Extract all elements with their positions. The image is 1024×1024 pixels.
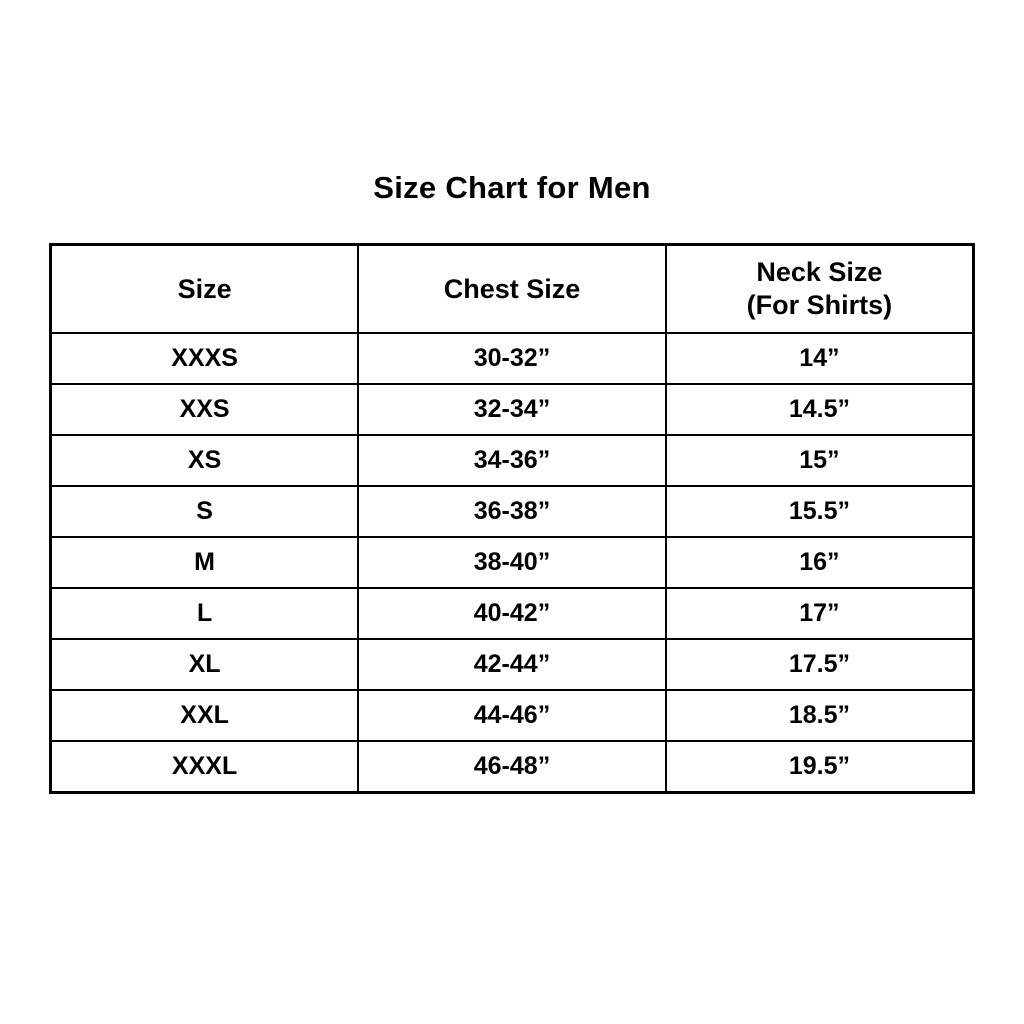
cell-chest: 38-40” — [358, 537, 666, 588]
table-row — [51, 588, 974, 639]
size-chart-table — [49, 243, 975, 794]
cell-chest: 32-34” — [358, 384, 666, 435]
table-row — [51, 690, 974, 741]
cell-neck: 14” — [666, 333, 974, 384]
cell-chest: 40-42” — [358, 588, 666, 639]
header-neck-size — [666, 245, 974, 334]
cell-neck: 19.5” — [666, 741, 974, 793]
cell-size: XXXS — [51, 333, 359, 384]
page-title: Size Chart for Men — [373, 170, 651, 205]
cell-chest: 34-36” — [358, 435, 666, 486]
cell-size: L — [51, 588, 359, 639]
cell-size: XXL — [51, 690, 359, 741]
cell-size: S — [51, 486, 359, 537]
table-header-row — [51, 245, 974, 334]
table-row — [51, 384, 974, 435]
cell-neck: 15” — [666, 435, 974, 486]
cell-size: M — [51, 537, 359, 588]
table-row — [51, 537, 974, 588]
table-row — [51, 486, 974, 537]
cell-neck: 15.5” — [666, 486, 974, 537]
cell-neck: 17” — [666, 588, 974, 639]
table-row — [51, 435, 974, 486]
cell-chest: 30-32” — [358, 333, 666, 384]
cell-size: XXS — [51, 384, 359, 435]
cell-chest: 42-44” — [358, 639, 666, 690]
cell-neck: 17.5” — [666, 639, 974, 690]
cell-neck: 14.5” — [666, 384, 974, 435]
cell-size: XXXL — [51, 741, 359, 793]
header-neck-size-line2: (For Shirts) — [746, 290, 893, 320]
table-row — [51, 741, 974, 793]
cell-neck: 16” — [666, 537, 974, 588]
cell-chest: 44-46” — [358, 690, 666, 741]
cell-chest: 36-38” — [358, 486, 666, 537]
table-row — [51, 639, 974, 690]
table-row — [51, 333, 974, 384]
header-neck-size-line1: Neck Size — [756, 257, 883, 288]
cell-size: XS — [51, 435, 359, 486]
cell-chest: 46-48” — [358, 741, 666, 793]
header-size: Size — [51, 245, 359, 334]
cell-neck: 18.5” — [666, 690, 974, 741]
cell-size: XL — [51, 639, 359, 690]
header-chest-size: Chest Size — [358, 245, 666, 334]
